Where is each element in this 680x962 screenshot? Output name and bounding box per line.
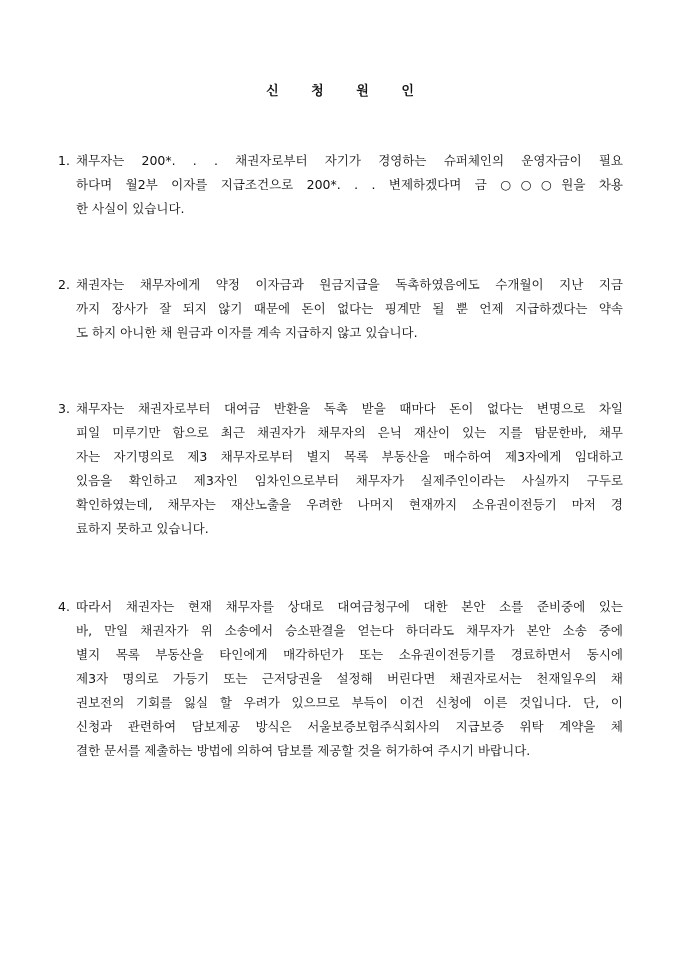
paragraph-number: 3. bbox=[58, 401, 70, 416]
paragraph-line: 피일 미루기만 함으로 최근 채권자가 채무자의 은닉 재산이 있는 지를 탐문한바, 채무 bbox=[76, 425, 623, 440]
paragraph-line: 바, 만일 채권자가 위 소송에서 승소판결을 얻는다 하더라도 채무자가 본안 소송 중에 bbox=[76, 623, 623, 638]
paragraph-line: 자는 자기명의로 제3 채무자로부터 별지 목록 부동산을 매수하여 제3자에게 임대하고 bbox=[76, 449, 623, 464]
paragraph-4 bbox=[58, 595, 623, 763]
paragraph-line: 있음을 확인하고 제3자인 임차인으로부터 채무자가 실제주인이라는 사실까지 구두로 bbox=[76, 473, 623, 488]
paragraph-line: 확인하였는데, 채무자는 재산노출을 우려한 나머지 현재까지 소유권이전등기 마저 경 bbox=[76, 497, 623, 512]
paragraph-body bbox=[76, 273, 623, 345]
paragraph-line: 제3자 명의로 가등기 또는 근저당권을 설정해 버린다면 채권자로서는 천재일우의 채 bbox=[76, 671, 623, 686]
paragraph-line: 하다며 월2부 이자를 지급조건으로 200*. . . 변제하겠다며 금 ○○○원을 차용 bbox=[76, 177, 623, 192]
paragraph-line: 채권자는 채무자에게 약정 이자금과 원금지급을 독촉하였음에도 수개월이 지난 지금 bbox=[76, 277, 623, 292]
paragraph-3 bbox=[58, 397, 623, 541]
paragraph-number: 2. bbox=[58, 277, 70, 292]
paragraph-line: 료하지 못하고 있습니다. bbox=[76, 521, 209, 536]
page-title: 신 청 원 인 bbox=[266, 84, 428, 99]
paragraph-line: 신청과 관련하여 담보제공 방식은 서울보증보험주식회사의 지급보증 위탁 계약을 체 bbox=[76, 719, 623, 734]
paragraph-line: 별지 목록 부동산을 타인에게 매각하던가 또는 소유권이전등기를 경료하면서 동시에 bbox=[76, 647, 623, 662]
paragraph-body bbox=[76, 397, 623, 541]
paragraph-2 bbox=[58, 273, 623, 345]
paragraph-line: 따라서 채권자는 현재 채무자를 상대로 대여금청구에 대한 본안 소를 준비중에 있는 bbox=[76, 599, 623, 614]
paragraph-number: 1. bbox=[58, 153, 70, 168]
paragraph-1 bbox=[58, 149, 623, 221]
paragraph-line: 까지 장사가 잘 되지 않기 때문에 돈이 없다는 핑계만 될 뿐 언제 지급하겠다는 약속 bbox=[76, 301, 623, 316]
paragraph-body bbox=[76, 595, 623, 763]
paragraph-line: 채무자는 200*. . . 채권자로부터 자기가 경영하는 슈퍼체인의 운영자금이 필요 bbox=[76, 153, 623, 168]
paragraph-line: 권보전의 기회를 잃실 할 우려가 있으므로 부득이 이건 신청에 이른 것입니다. 단, 이 bbox=[76, 695, 623, 710]
paragraph-body bbox=[76, 149, 623, 221]
paragraph-line: 결한 문서를 제출하는 방법에 의하여 담보를 제공할 것을 허가하여 주시기 바랍니다. bbox=[76, 743, 531, 758]
paragraph-number: 4. bbox=[58, 599, 70, 614]
paragraph-line: 도 하지 아니한 채 원금과 이자를 계속 지급하지 않고 있습니다. bbox=[76, 325, 418, 340]
paragraph-line: 한 사실이 있습니다. bbox=[76, 201, 185, 216]
paragraph-line: 채무자는 채권자로부터 대여금 반환을 독촉 받을 때마다 돈이 없다는 변명으로 차일 bbox=[76, 401, 623, 416]
